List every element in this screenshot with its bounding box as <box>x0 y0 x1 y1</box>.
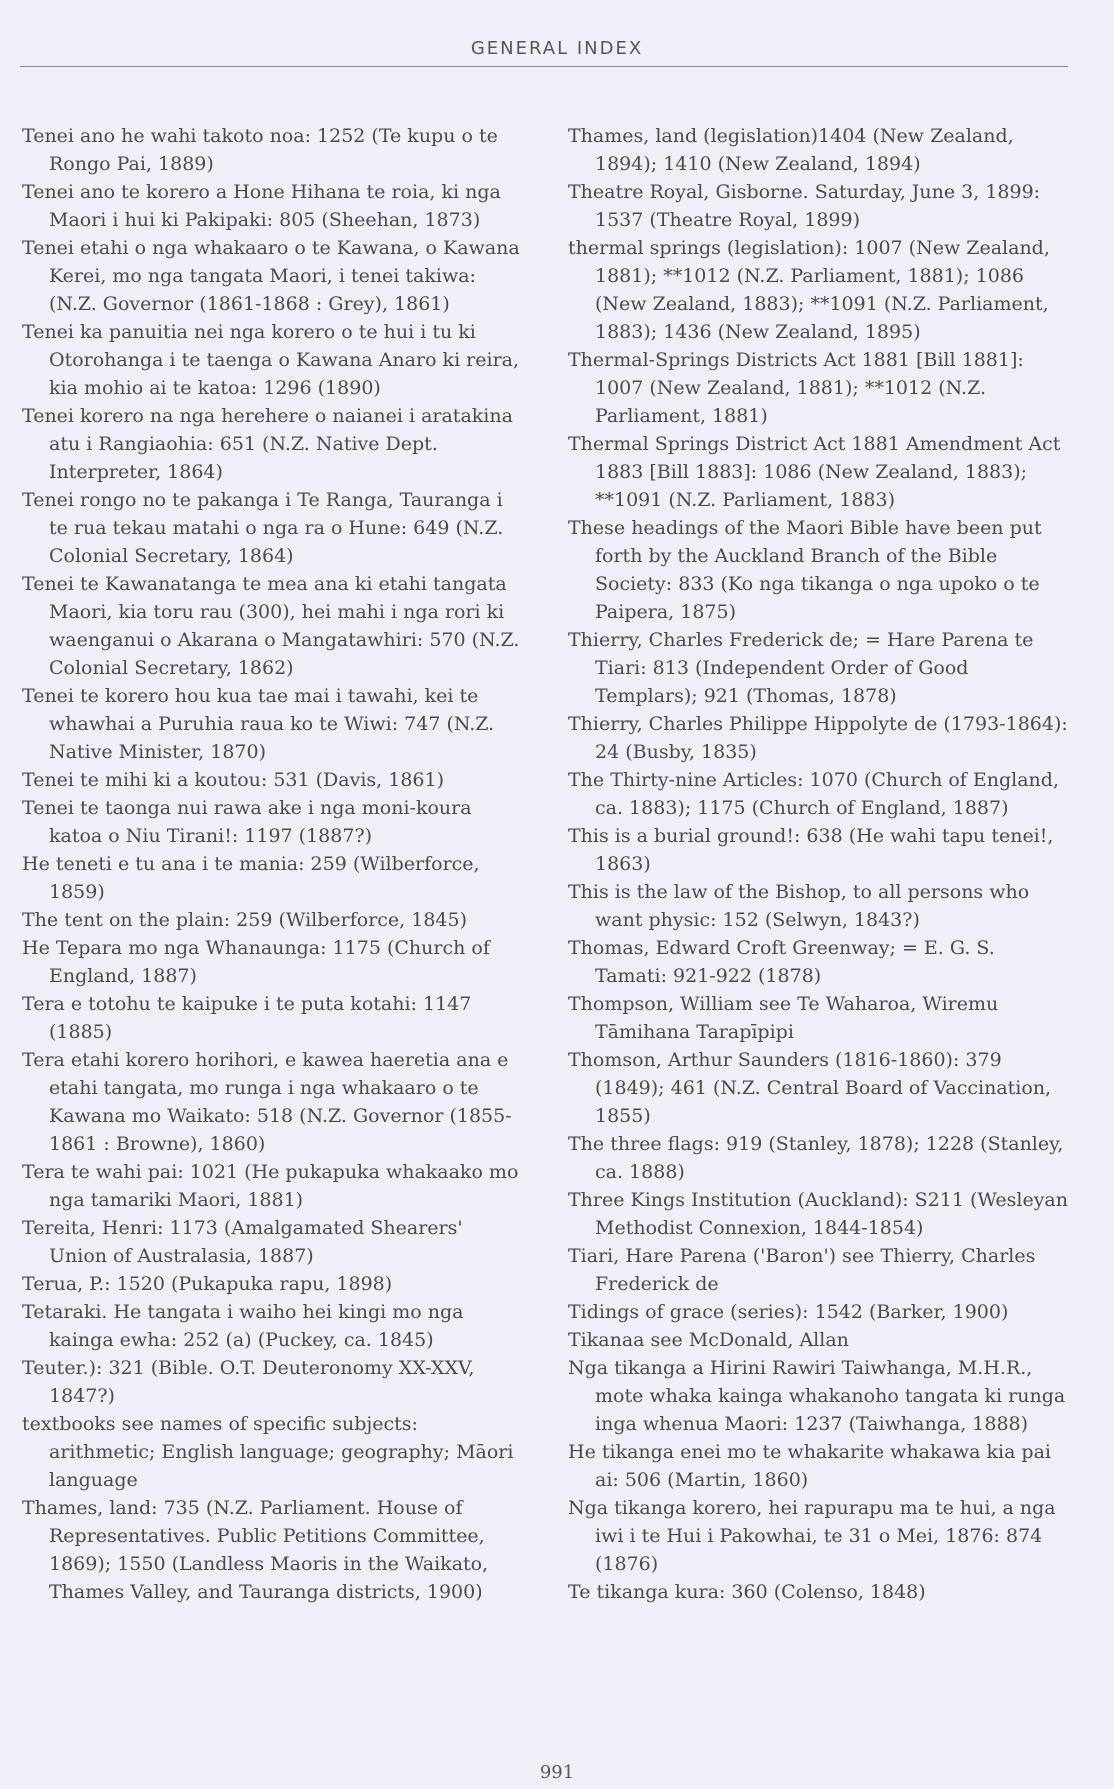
index-entry: The Thirty-nine Articles: 1070 (Church of England, ca. 1883); 1175 (Church of England, 1887) <box>568 769 1059 819</box>
index-entry: These headings of the Maori Bible have been put forth by the Auckland Branch of the Bible Society: 833 (Ko nga tikanga o nga upoko o te Paipera, 1875) <box>568 517 1042 623</box>
index-entry: The tent on the plain: 259 (Wilberforce, 1845) <box>22 909 468 931</box>
index-entry: Tiari, Hare Parena ('Baron') see Thierry, Charles Frederick de <box>568 1245 1036 1295</box>
index-entry: Thierry, Charles Frederick de; = Hare Parena te Tiari: 813 (Independent Order of Good Templars); 921 (Thomas, 1878) <box>568 629 1034 707</box>
index-entry: Te tikanga kura: 360 (Colenso, 1848) <box>568 1581 926 1603</box>
index-entry: Thierry, Charles Philippe Hippolyte de (1793-1864): 24 (Busby, 1835) <box>568 713 1068 763</box>
index-entry: The three flags: 919 (Stanley, 1878); 1228 (Stanley, ca. 1888) <box>568 1133 1064 1183</box>
page-number: 991 <box>539 1762 575 1783</box>
index-entry: Tera e totohu te kaipuke i te puta kotahi: 1147 (1885) <box>22 993 472 1043</box>
index-entry: Terua, P.: 1520 (Pukapuka rapu, 1898) <box>22 1273 393 1295</box>
index-entry: thermal springs (legislation): 1007 (New Zealand, 1881); **1012 (N.Z. Parliament, 1881); 1086 (New Zealand, 1883); **1091 (N.Z. Parliament, 1883); 1436 (New Zealand, 1895) <box>568 237 1050 343</box>
index-entry: Tenei te Kawanatanga te mea ana ki etahi tangata Maori, kia toru rau (300), hei mahi i nga rori ki waenganui o Akarana o Mangatawhiri: 570 (N.Z. Colonial Secretary, 1862) <box>22 573 520 679</box>
index-entry: This is a burial ground!: 638 (He wahi tapu tenei!, 1863) <box>568 825 1054 875</box>
index-entry: He tikanga enei mo te whakarite whakawa kia pai ai: 506 (Martin, 1860) <box>568 1441 1051 1491</box>
index-entry: Tenei ano he wahi takoto noa: 1252 (Te kupu o te Rongo Pai, 1889) <box>22 125 498 175</box>
index-entry: Thermal-Springs Districts Act 1881 [Bill 1881]: 1007 (New Zealand, 1881); **1012 (N.Z. Parliament, 1881) <box>568 349 1024 427</box>
index-entry: Thermal Springs District Act 1881 Amendment Act 1883 [Bill 1883]: 1086 (New Zealand, 1883); **1091 (N.Z. Parliament, 1883) <box>568 433 1061 511</box>
index-entry: Thompson, William see Te Waharoa, Wiremu Tāmihana Tarapīpipi <box>568 993 999 1043</box>
index-column-left <box>22 122 522 1606</box>
index-entry: Tereita, Henri: 1173 (Amalgamated Shearers' Union of Australasia, 1887) <box>22 1217 463 1267</box>
index-entry: Tenei ano te korero a Hone Hihana te roia, ki nga Maori i hui ki Pakipaki: 805 (Sheehan, 1873) <box>22 181 501 231</box>
index-entry: textbooks see names of specific subjects: arithmetic; English language; geography; Māori language <box>22 1413 514 1491</box>
index-entry: Tenei te korero hou kua tae mai i tawahi, kei te whawhai a Puruhia raua ko te Wiwi: 747 (N.Z. Native Minister, 1870) <box>22 685 495 763</box>
index-entry: This is the law of the Bishop, to all persons who want physic: 152 (Selwyn, 1843?) <box>568 881 1030 931</box>
index-column-right <box>568 122 1068 1606</box>
index-entry: Tera te wahi pai: 1021 (He pukapuka whakaako mo nga tamariki Maori, 1881) <box>22 1161 519 1211</box>
index-entry: Tenei ka panuitia nei nga korero o te hui i tu ki Otorohanga i te taenga o Kawana Anaro ki reira, kia mohio ai te katoa: 1296 (1890) <box>22 321 520 399</box>
index-entry: Thomas, Edward Croft Greenway; = E. G. S. Tamati: 921-922 (1878) <box>568 937 995 987</box>
index-entry: Nga tikanga a Hirini Rawiri Taiwhanga, M.H.R., mote whaka kainga whakanoho tangata ki runga inga whenua Maori: 1237 (Taiwhanga, 1888) <box>568 1357 1066 1435</box>
index-entry: Nga tikanga korero, hei rapurapu ma te hui, a nga iwi i te Hui i Pakowhai, te 31 o Mei, 1876: 874 (1876) <box>568 1497 1056 1575</box>
index-entry: He teneti e tu ana i te mania: 259 (Wilberforce, 1859) <box>22 853 480 903</box>
index-entry: Tenei te mihi ki a koutou: 531 (Davis, 1861) <box>22 769 445 791</box>
index-entry: Tenei korero na nga herehere o naianei i aratakina atu i Rangiaohia: 651 (N.Z. Native Dept. Interpreter, 1864) <box>22 405 513 483</box>
header-rule <box>20 66 1068 67</box>
index-entry: Tenei etahi o nga whakaaro o te Kawana, o Kawana Kerei, mo nga tangata Maori, i tenei takiwa: (N.Z. Governor (1861-1868 : Grey), 1861) <box>22 237 520 315</box>
index-entry: Tikanaa see McDonald, Allan <box>568 1329 849 1351</box>
index-entry: Tetaraki. He tangata i waiho hei kingi mo nga kainga ewha: 252 (a) (Puckey, ca. 1845) <box>22 1301 464 1351</box>
index-entry: Theatre Royal, Gisborne. Saturday, June 3, 1899: 1537 (Theatre Royal, 1899) <box>568 181 1041 231</box>
index-entry: Tera etahi korero horihori, e kawea haeretia ana e etahi tangata, mo runga i nga whakaaro o te Kawana mo Waikato: 518 (N.Z. Governor (1855-1861 : Browne), 1860) <box>22 1049 512 1155</box>
index-entry: Thames, land: 735 (N.Z. Parliament. House of Representatives. Public Petitions Committee, 1869); 1550 (Landless Maoris in the Waikato, Thames Valley, and Tauranga districts, 1900) <box>22 1497 489 1603</box>
index-entry: Tenei rongo no te pakanga i Te Ranga, Tauranga i te rua tekau matahi o nga ra o Hune: 649 (N.Z. Colonial Secretary, 1864) <box>22 489 504 567</box>
index-entry: He Tepara mo nga Whanaunga: 1175 (Church of England, 1887) <box>22 937 490 987</box>
index-entry: Thames, land (legislation)1404 (New Zealand, 1894); 1410 (New Zealand, 1894) <box>568 125 1014 175</box>
index-entry: Thomson, Arthur Saunders (1816-1860): 379 (1849); 461 (N.Z. Central Board of Vaccination, 1855) <box>568 1049 1052 1127</box>
index-entry: Three Kings Institution (Auckland): S211 (Wesleyan Methodist Connexion, 1844-1854) <box>568 1189 1068 1239</box>
index-entry: Tidings of grace (series): 1542 (Barker, 1900) <box>568 1301 1009 1323</box>
index-entry: Teuter.): 321 (Bible. O.T. Deuteronomy XX-XXV, 1847?) <box>22 1357 475 1407</box>
running-header: GENERAL INDEX <box>470 38 644 59</box>
index-entry: Tenei te taonga nui rawa ake i nga moni-koura katoa o Niu Tirani!: 1197 (1887?) <box>22 797 472 847</box>
